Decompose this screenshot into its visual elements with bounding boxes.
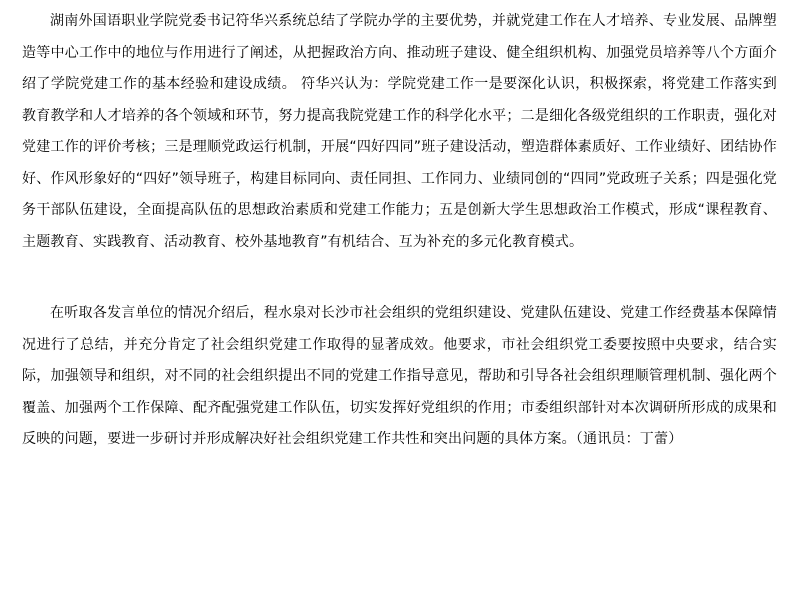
paragraph-party-building-summary: 湖南外国语职业学院党委书记符华兴系统总结了学院办学的主要优势，并就党建工作在人才培养、专业发展、品牌塑造等中心工作中的地位与作用进行了阐述，从把握政治方向、推动班子建设、健全组织机构、加强党员培养等八个方面介绍了学院党建工作的基本经验和建设成绩。 符华兴认为：学院党建工作一是要深化认识，积极探索，将党建工作落实到教育教学和人才培养的各个领域和环节，努力提高我院党建工作的科学化水平；二是细化各级党组织的工作职责，强化对党建工作的评价考核；三是理顺党政运行机制，开展“四好四同”班子建设活动，塑造群体素质好、工作业绩好、团结协作好、作风形象好的“四好”领导班子，构建目标同向、责任同担、工作同力、业绩同创的“四同”党政班子关系；四是强化党务干部队伍建设，全面提高队伍的思想政治素质和党建工作能力；五是创新大学生思想政治工作模式，形成“课程教育、主题教育、实践教育、活动教育、校外基地教育”有机结合、互为补充的多元化教育模式。 — [22, 13, 777, 250]
paragraph-meeting-conclusion: 在听取各发言单位的情况介绍后，程水泉对长沙市社会组织的党组织建设、党建队伍建设、党建工作经费基本保障情况进行了总结，并充分肯定了社会组织党建工作取得的显著成效。他要求，市社会组织党工委要按照中央要求，结合实际，加强领导和组织，对不同的社会组织提出不同的党建工作指导意见，帮助和引导各社会组织理顺管理机制、强化两个覆盖、加强两个工作保障、配齐配强党建工作队伍，切实发挥好党组织的作用；市委组织部针对本次调研所形成的成果和反映的问题，要进一步研讨并形成解决好社会组织党建工作共性和突出问题的具体方案。（通讯员：丁蕾） — [22, 305, 777, 447]
paragraph-spacer — [22, 258, 777, 298]
